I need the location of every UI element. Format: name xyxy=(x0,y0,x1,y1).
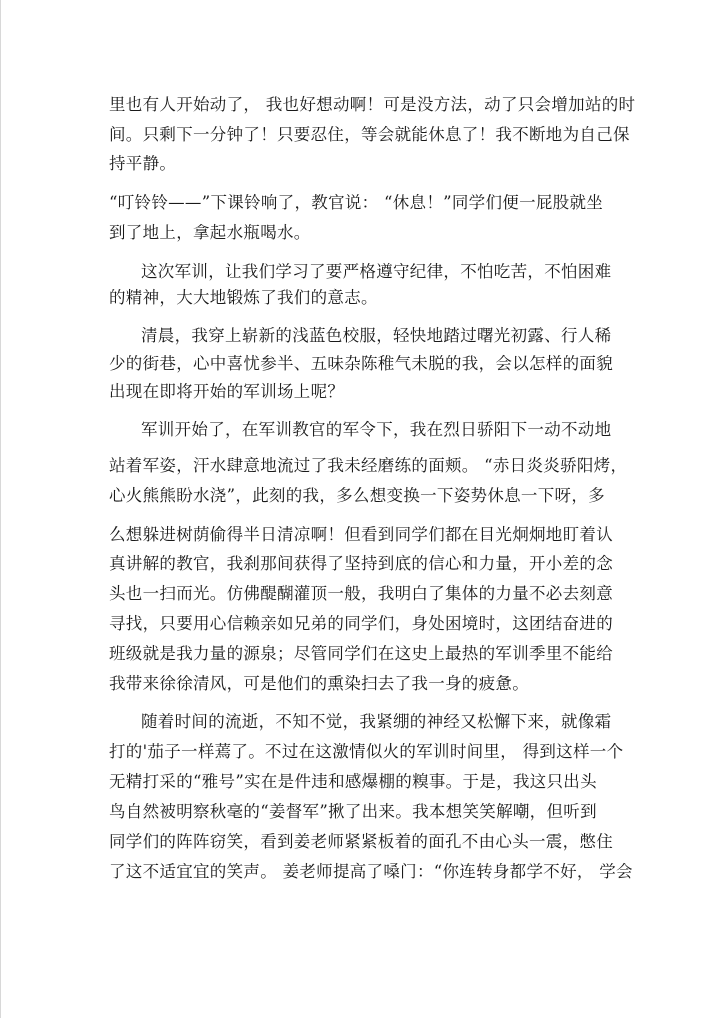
text-line: 真讲解的教官，我刹那间获得了坚持到底的信心和力量，开小差的念 xyxy=(109,554,613,573)
text-line: 鸟自然被明察秋毫的“姜督军”揪了出来。我本想笑笑解嘲，但听到 xyxy=(109,802,597,821)
text-line: 少的街巷，心中喜忧参半、五味杂陈稚气未脱的我，会以怎样的面貌 xyxy=(109,354,613,373)
text-line: 间。只剩下一分钟了！只要忍住，等会就能休息了！我不断地为自己保 xyxy=(109,125,630,144)
text-line: 么想躲进树荫偷得半日清凉啊！但看到同学们都在目光炯炯地盯着认 xyxy=(109,525,613,544)
text-line: 的精神，大大地锻炼了我们的意志。 xyxy=(109,288,378,307)
text-line: 到了地上，拿起水瓶喝水。 xyxy=(109,223,311,242)
text-line: 打的'茄子一样蔫了。不过在这激情似火的军训时间里， 得到这样一个 xyxy=(109,742,624,761)
text-line: 无精打采的“雅号”实在是件违和感爆棚的糗事。于是，我这只出头 xyxy=(109,772,597,791)
text-line: “叮铃铃——”下课铃响了，教官说： “休息！”同学们便一屁股就坐 xyxy=(109,193,604,212)
text-line: 里也有人开始动了， 我也好想动啊！可是没方法，动了只会增加站的时 xyxy=(109,95,636,114)
text-line: 清晨，我穿上崭新的浅蓝色校服，轻快地踏过曙光初露、行人稀 xyxy=(141,326,612,345)
text-line: 寻找，只要用心信赖亲如兄弟的同学们，身处困境时，这团结奋进的 xyxy=(109,614,613,633)
text-line: 同学们的阵阵窃笑，看到姜老师紧紧板着的面孔不由心头一震，憋住 xyxy=(109,832,613,851)
text-line: 头也一扫而光。仿佛醍醐灌顶一般，我明白了集体的力量不必去刻意 xyxy=(109,584,613,603)
text-line: 了这不适宜宜的笑声。 姜老师提高了嗓门：“你连转身都学不好， 学会 xyxy=(109,862,633,881)
text-line: 这次军训，让我们学习了要严格遵守纪律，不怕吃苦，不怕困难 xyxy=(141,262,612,281)
text-line: 我带来徐徐清风，可是他们的熏染扫去了我一身的疲惫。 xyxy=(109,674,529,693)
text-line: 出现在即将开始的军训场上呢？ xyxy=(109,382,345,401)
text-line: 站着军姿，汗水肆意地流过了我未经磨练的面颊。 “赤日炎炎骄阳烤， xyxy=(109,456,628,475)
text-line: 随着时间的流逝，不知不觉，我紧绷的神经又松懈下来，就像霜 xyxy=(141,712,612,731)
text-line: 持平静。 xyxy=(109,154,177,173)
text-line: 心火熊熊盼水浇”，此刻的我，多么想变换一下姿势休息一下呀，多 xyxy=(109,486,605,505)
text-line: 班级就是我力量的源泉；尽管同学们在这史上最热的军训季里不能给 xyxy=(109,644,613,663)
text-line: 军训开始了，在军训教官的军令下，我在烈日骄阳下一动不动地 xyxy=(141,420,612,439)
